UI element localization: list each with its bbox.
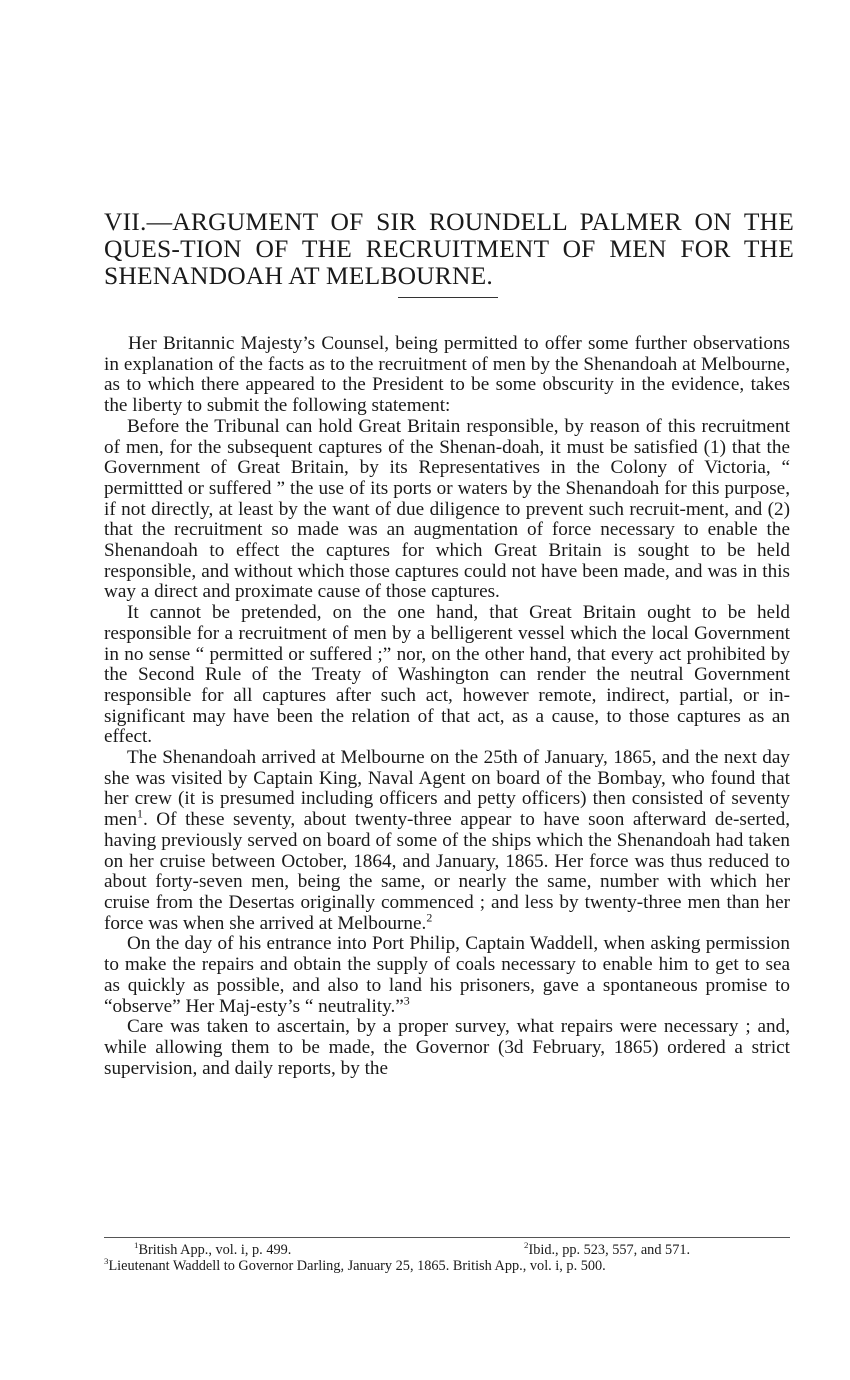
footnote-ref-3: 3 [403, 993, 410, 1008]
footnote-1 [104, 1242, 524, 1258]
footnote-2-text: Ibid., pp. 523, 557, and 571. [528, 1242, 691, 1258]
paragraph-3: It cannot be pretended, on the one hand, that Great Britain ought to be held responsible for a recruitment of men by a belligerent vessel which the local Government in no sense “ permitted or suffered ;” nor, on the other hand, that every act prohibited by the Second Rule of the Treaty of Washington can render the neutral Government responsible for all captures after such act, however remote, indirect, partial, or in-significant may have been the relation of that act, as a cause, to those captures as an effect. [104, 602, 790, 748]
footnote-2-mark: 2 [524, 1240, 529, 1251]
footnote-1-mark: 1 [134, 1240, 139, 1251]
paragraph-4-part-a: The Shenandoah arrived at Melbourne on the 25th of January, 1865, and the next day she was visited by Captain King, Naval Agent on board of the Bombay, who found that her crew (it is presumed including officers and petty officers) then consisted of seventy men [104, 747, 790, 831]
footnote-3 [104, 1258, 790, 1274]
footnotes [104, 1242, 790, 1274]
footnote-ref-2: 2 [426, 910, 433, 925]
footnote-3-mark: 3 [104, 1256, 109, 1267]
footnote-3-text: Lieutenant Waddell to Governor Darling, January 25, 1865. British App., vol. i, p. 500. [108, 1258, 606, 1274]
section-title: VII.—ARGUMENT OF SIR ROUNDELL PALMER ON THE QUES-TION OF THE RECRUITMENT OF MEN FOR THE SHENANDOAH AT MELBOURNE. [104, 207, 794, 290]
paragraph-5 [104, 934, 790, 1017]
paragraph-1: Her Britannic Majesty’s Counsel, being permitted to offer some further observations in explanation of the facts as to the recruitment of men by the Shenandoah at Melbourne, as to which there appeared to the President to be some obscurity in the evidence, takes the liberty to submit the following statement: [104, 333, 790, 417]
footnote-2 [524, 1242, 690, 1258]
paragraph-5-text: On the day of his entrance into Port Philip, Captain Waddell, when asking permission to make the repairs and obtain the supply of coals necessary to enable him to get to sea as quickly as possible, and also to land his prisoners, gave a spontaneous promise to “observe” Her Maj-esty’s “ neutrality.” [104, 933, 790, 1017]
paragraph-6: Care was taken to ascertain, by a proper survey, what repairs were necessary ; and, while allowing them to be made, the Governor (3d February, 1865) ordered a strict supervision, and daily reports, by the [104, 1016, 790, 1079]
paragraph-2: Before the Tribunal can hold Great Britain responsible, by reason of this recruitment of men, for the subsequent captures of the Shenan-doah, it must be satisfied (1) that the Government of Great Britain, by its Representatives in the Colony of Victoria, “ permittted or suffered ” the use of its ports or waters by the Shenandoah for this purpose, if not directly, at least by the want of due diligence to prevent such recruit-ment, and (2) that the recruitment so made was an augmentation of force necessary to enable the Shenandoah to effect the captures for which Great Britain is sought to be held responsible, and without which those captures could not have been made, and was in this way a direct and proximate cause of those captures. [104, 415, 790, 603]
title-divider [398, 297, 498, 298]
footnote-1-text: British App., vol. i, p. 499. [138, 1242, 292, 1258]
paragraph-4-part-b: . Of these seventy, about twenty-three appear to have soon afterward de-serted, having previously served on board of some of the ships which the Shenandoah had taken on her cruise between October, 1864, and January, 1865. Her force was thus reduced to about forty-seven men, being the same, or nearly the same, number with which her cruise from the Desertas originally commenced ; and less by twenty-three men than her force was when she arrived at Melbourne. [104, 809, 790, 934]
footnote-divider [104, 1237, 790, 1238]
footnote-row-1-2 [104, 1242, 790, 1258]
body-text [104, 334, 790, 1079]
paragraph-4 [104, 748, 790, 934]
footnote-ref-1: 1 [137, 806, 143, 821]
